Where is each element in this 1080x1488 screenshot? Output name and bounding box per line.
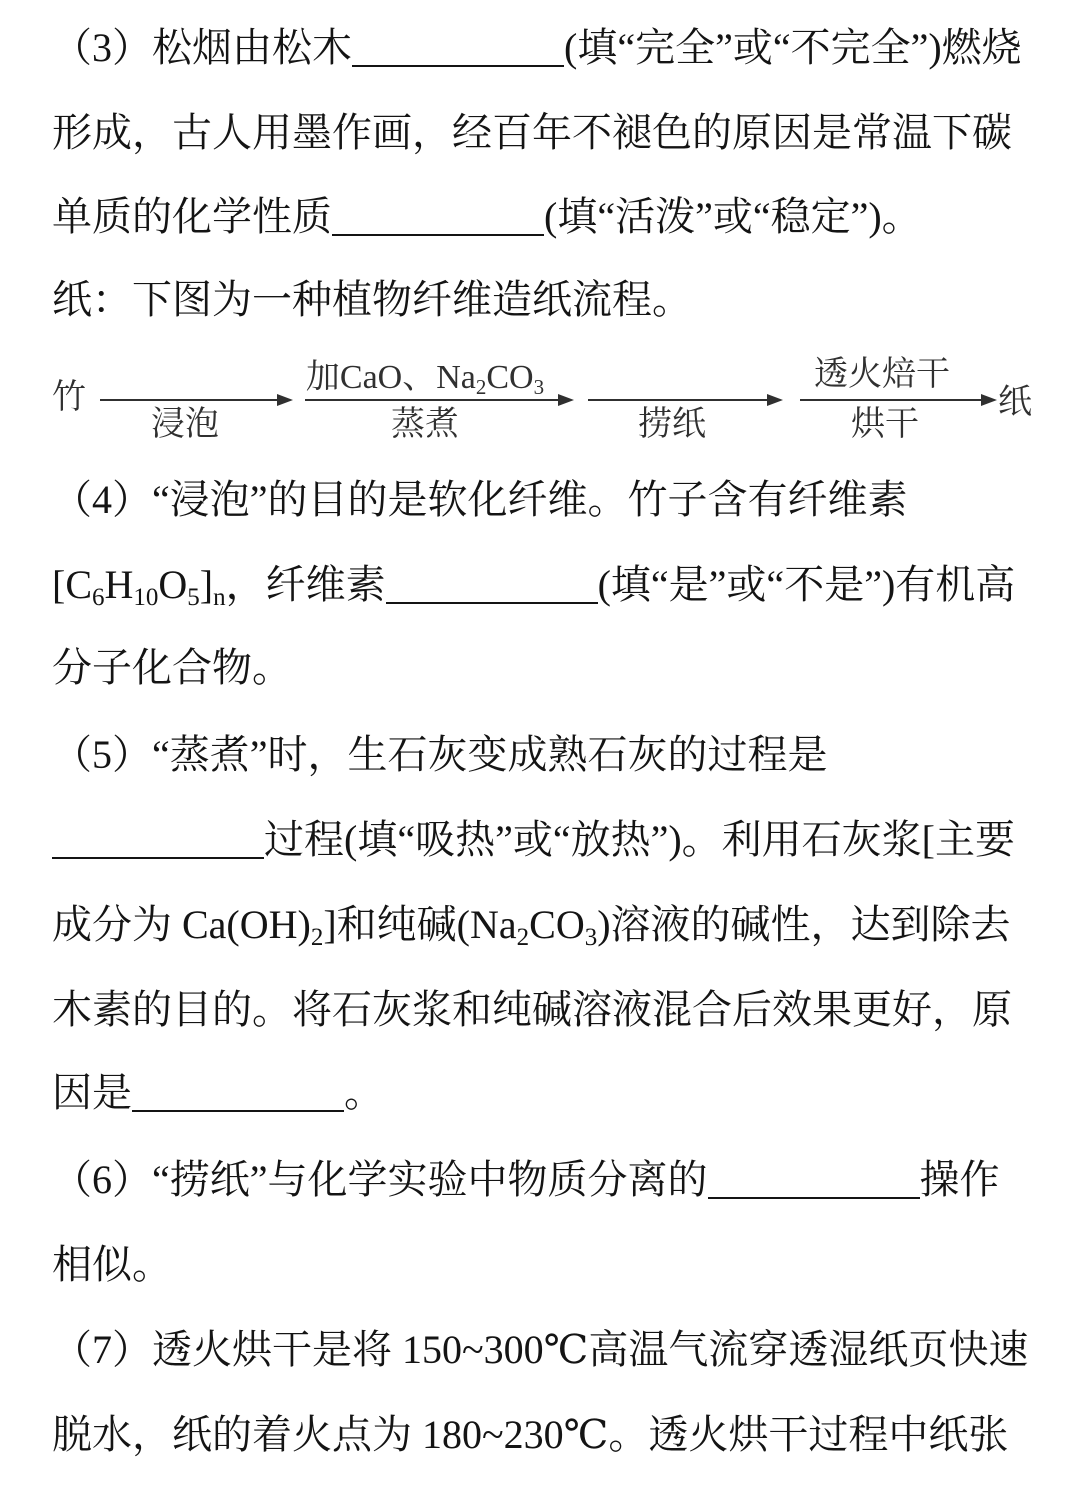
flow-step-label: 浸泡 <box>151 406 219 443</box>
question-text: 操作 <box>919 1157 1000 1202</box>
question-5-line-2 <box>52 815 1015 865</box>
flow-step-2-below <box>325 405 525 445</box>
answer-blank <box>708 1163 920 1199</box>
flow-step-4-above <box>782 355 982 395</box>
flow-step-label: 透火焙干 <box>814 356 950 393</box>
flow-step-label: CO <box>486 359 534 396</box>
flow-step-1-below <box>85 405 285 445</box>
formula-part: O <box>158 562 188 607</box>
formula-part: H <box>104 562 134 607</box>
subscript: n <box>213 584 226 611</box>
question-text: 分子化合物。 <box>52 645 292 690</box>
question-text: 过程(填“吸热”或“放热”)。利用石灰浆[主要 <box>264 817 1015 862</box>
flow-end-label: 纸 <box>998 384 1032 421</box>
question-4-line-2 <box>52 560 1015 610</box>
answer-blank <box>386 568 598 604</box>
question-text: (填“是”或“不是”)有机高 <box>597 562 1016 607</box>
paper-intro: 纸：下图为一种植物纤维造纸流程。 <box>52 277 692 322</box>
flow-step-4-below <box>785 405 985 445</box>
question-text: ]和纯碱(Na <box>323 902 517 947</box>
question-text: CO <box>529 902 585 947</box>
formula-part: ] <box>199 562 214 607</box>
subscript: 3 <box>533 375 545 399</box>
question-text: 脱水，纸的着火点为 180~230℃。透火烘干过程中纸张 <box>52 1412 1009 1457</box>
question-number: （4） <box>52 477 152 522</box>
question-number: （7） <box>52 1327 152 1372</box>
question-text: “捞纸”与化学实验中物质分离的 <box>152 1157 708 1202</box>
flow-step-label: 捞纸 <box>638 406 706 443</box>
flow-step-label: 蒸煮 <box>391 406 459 443</box>
papermaking-flow-diagram <box>0 340 1080 460</box>
question-text: 形成，古人用墨作画，经百年不褪色的原因是常温下碳 <box>52 110 1012 155</box>
question-text: 成分为 Ca(OH) <box>52 902 311 947</box>
paper-intro-line <box>52 275 692 325</box>
question-5-line-4 <box>52 985 1012 1035</box>
question-number: （3） <box>52 25 152 70</box>
question-3-line-1 <box>52 23 1022 73</box>
question-4-line-3 <box>52 643 292 693</box>
answer-blank <box>332 200 544 236</box>
question-4-line-1 <box>52 475 908 525</box>
question-text: 透火烘干是将 150~300℃高温气流穿透湿纸页快速 <box>152 1327 1029 1372</box>
flow-step-2-above <box>285 358 565 398</box>
flow-step-label: 加CaO、Na <box>305 359 476 396</box>
answer-blank <box>52 823 264 859</box>
question-5-line-1 <box>52 730 828 780</box>
question-3-line-3 <box>52 192 922 242</box>
question-number: （6） <box>52 1157 152 1202</box>
question-text: 单质的化学性质 <box>52 194 332 239</box>
answer-blank <box>352 31 564 67</box>
question-text: 松烟由松木 <box>152 25 352 70</box>
question-text: 。 <box>344 1070 384 1115</box>
question-text: (填“活泼”或“稳定”)。 <box>544 194 922 239</box>
question-text: “浸泡”的目的是软化纤维。竹子含有纤维素 <box>152 477 908 522</box>
question-text: 木素的目的。将石灰浆和纯碱溶液混合后效果更好，原 <box>52 987 1012 1032</box>
flow-step-label: 烘干 <box>851 406 919 443</box>
question-3-line-2 <box>52 108 1012 158</box>
question-text: 相似。 <box>52 1242 172 1287</box>
flow-step-3-below <box>572 405 772 445</box>
flow-end <box>998 383 1038 423</box>
subscript: 5 <box>187 584 200 611</box>
subscript: 10 <box>133 584 159 611</box>
question-text: )溶液的碱性，达到除去 <box>597 902 1011 947</box>
flow-start-label: 竹 <box>52 379 86 416</box>
subscript: 3 <box>584 924 598 951</box>
question-text: “蒸煮”时，生石灰变成熟石灰的过程是 <box>152 732 828 777</box>
question-7-line-2 <box>52 1410 1008 1460</box>
question-7-line-1 <box>52 1325 1028 1375</box>
question-text: (填“完全”或“不完全”)燃烧 <box>564 25 1022 70</box>
formula-part: [C <box>52 562 92 607</box>
question-text: 因是 <box>52 1070 132 1115</box>
question-6-line-2 <box>52 1240 172 1290</box>
subscript: 2 <box>516 924 530 951</box>
subscript: 2 <box>475 375 487 399</box>
subscript: 6 <box>92 584 105 611</box>
question-number: （5） <box>52 732 152 777</box>
question-5-line-3 <box>52 900 1011 950</box>
answer-blank <box>132 1076 344 1112</box>
question-5-line-5 <box>52 1068 384 1118</box>
question-text: ，纤维素 <box>225 562 386 607</box>
subscript: 2 <box>310 924 324 951</box>
question-6-line-1 <box>52 1155 1000 1205</box>
